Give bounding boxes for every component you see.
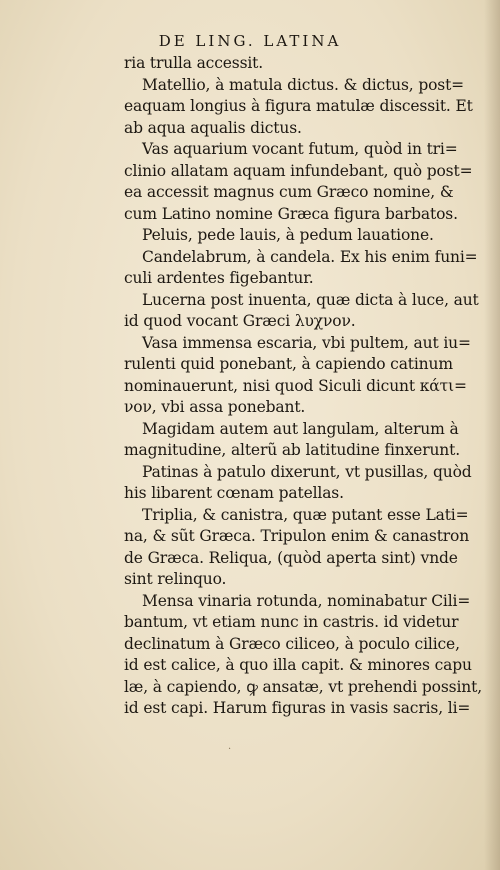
text-line: Mensa vinaria rotunda, nominabatur Cili=	[142, 591, 471, 610]
text-line: Magidam autem aut langulam, alterum à	[142, 419, 459, 438]
running-head: DE LING. LATINA	[158, 32, 342, 50]
text-line: Peluis, pede lauis, à pedum lauatione.	[142, 226, 434, 244]
text-line: eaquam longius à figura matulæ discessit. Et	[124, 97, 473, 115]
text-line: νον, vbi assa ponebant.	[124, 398, 306, 416]
text-line: de Græca. Reliqua, (quòd aperta sint) vnde	[124, 548, 458, 567]
text-line: nominauerunt, nisi quod Siculi dicunt κάτι=	[124, 376, 467, 395]
text-line: id quod vocant Græci λυχνον.	[124, 312, 356, 330]
body-text	[124, 53, 494, 720]
text-line: Vas aquarium vocant futum, quòd in tri=	[142, 140, 458, 158]
ink-speck: ·	[228, 744, 232, 755]
text-line: Lucerna post inuenta, quæ dicta à luce, aut	[142, 290, 479, 309]
text-line: clinio allatam aquam infundebant, quò post=	[124, 161, 473, 180]
text-line: na, & sũt Græca. Tripulon enim & canastron	[124, 527, 470, 545]
text-line: ria trulla accessit.	[124, 54, 264, 72]
text-line: id est calice, à quo illa capit. & minores capu	[124, 656, 472, 674]
text-line: Triplia, & canistra, quæ putant esse Lati=	[142, 505, 469, 524]
text-line: ab aqua aqualis dictus.	[124, 118, 302, 137]
text-line: id est capi. Harum figuras in vasis sacris, li=	[124, 699, 471, 717]
text-line: rulenti quid ponebant, à capiendo catinum	[124, 355, 453, 373]
text-line: Matellio, à matula dictus. & dictus, post=	[142, 75, 465, 94]
text-line: læ, à capiendo, ꝙ ansatæ, vt prehendi possint,	[124, 677, 482, 696]
text-line: Patinas à patulo dixerunt, vt pusillas, quòd	[142, 462, 472, 481]
text-line: Vasa immensa escaria, vbi pultem, aut iu=	[142, 333, 471, 352]
text-line: magnitudine, alterũ ab latitudine finxerunt.	[124, 441, 460, 459]
text-line: cum Latino nomine Græca figura barbatos.	[124, 204, 458, 223]
text-line: sint relinquo.	[124, 570, 227, 588]
text-line: culi ardentes figebantur.	[124, 269, 314, 287]
text-line: his libarent cœnam patellas.	[124, 484, 344, 502]
text-line: ea accessit magnus cum Græco nomine, &	[124, 183, 454, 201]
text-line: declinatum à Græco ciliceo, à poculo cilice,	[124, 634, 460, 653]
text-line: Candelabrum, à candela. Ex his enim funi=	[142, 247, 478, 266]
text-line: bantum, vt etiam nunc in castris. id videtur	[124, 613, 459, 631]
